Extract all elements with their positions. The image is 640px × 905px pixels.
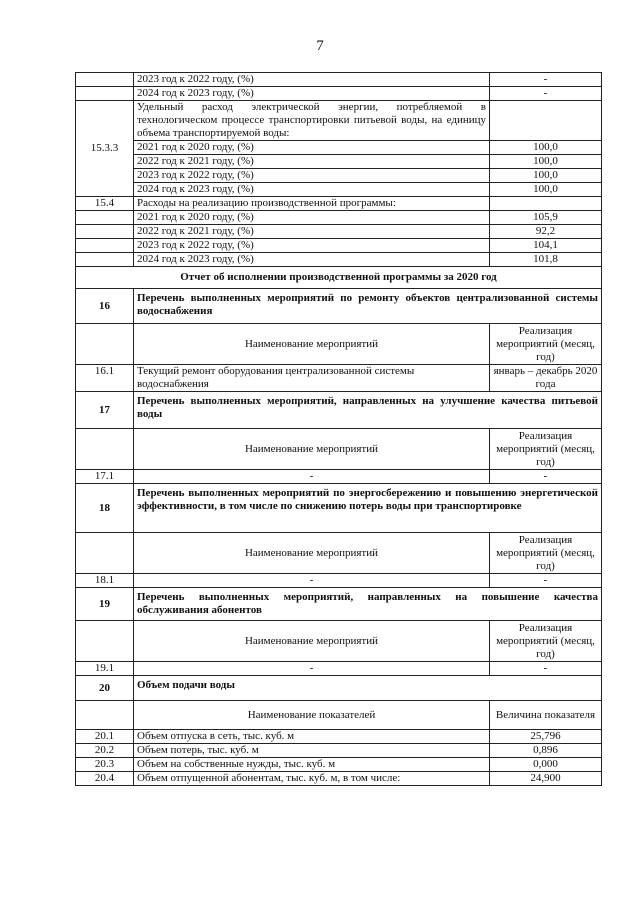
row-number: 20.2 <box>76 744 134 758</box>
item-number: 15.3.3 <box>76 101 134 197</box>
table-row <box>76 470 602 484</box>
section-number: 19 <box>76 588 134 621</box>
row-text: 2024 год к 2023 году, (%) <box>134 87 490 101</box>
column-header-row <box>76 324 602 365</box>
row-text: 2023 год к 2022 году, (%) <box>134 169 490 183</box>
empty-cell <box>76 324 134 365</box>
empty-cell <box>490 197 602 211</box>
row-text: 2021 год к 2020 году, (%) <box>134 211 490 225</box>
empty-cell <box>490 101 602 141</box>
report-title: Отчет об исполнении производственной программы за 2020 год <box>76 267 602 289</box>
row-text: 2024 год к 2023 году, (%) <box>134 253 490 267</box>
column-header-row <box>76 621 602 662</box>
row-number: 19.1 <box>76 662 134 676</box>
column-header-row <box>76 701 602 730</box>
section-header-row <box>76 289 602 324</box>
row-text: - <box>134 574 490 588</box>
item-text: Расходы на реализацию производственной программы: <box>134 197 490 211</box>
row-value: 25,796 <box>490 730 602 744</box>
row-text: Текущий ремонт оборудования централизованной системы водоснабжения <box>134 365 490 392</box>
row-text: - <box>134 470 490 484</box>
empty-cell <box>76 239 134 253</box>
row-text: 2022 год к 2021 году, (%) <box>134 225 490 239</box>
row-number: 16.1 <box>76 365 134 392</box>
row-number: 20.3 <box>76 758 134 772</box>
row-number: 18.1 <box>76 574 134 588</box>
section-header-row <box>76 392 602 429</box>
row-value: 100,0 <box>490 141 602 155</box>
table-row <box>76 239 602 253</box>
section-header-row <box>76 484 602 533</box>
table-row <box>76 183 602 197</box>
table-row <box>76 662 602 676</box>
column-header-name: Наименование мероприятий <box>134 429 490 470</box>
empty-cell <box>76 211 134 225</box>
table-row <box>76 211 602 225</box>
section-number: 20 <box>76 676 134 701</box>
table-row <box>76 730 602 744</box>
table-row <box>76 73 602 87</box>
row-number: 17.1 <box>76 470 134 484</box>
row-text: 2023 год к 2022 году, (%) <box>134 239 490 253</box>
table-row <box>76 574 602 588</box>
empty-cell <box>76 253 134 267</box>
section-header-row <box>76 588 602 621</box>
column-header-realization: Реализация мероприятий (месяц, год) <box>490 533 602 574</box>
empty-cell <box>76 621 134 662</box>
row-text: - <box>134 662 490 676</box>
row-text: Объем потерь, тыс. куб. м <box>134 744 490 758</box>
item-number: 15.4 <box>76 197 134 211</box>
row-text: 2022 год к 2021 году, (%) <box>134 155 490 169</box>
section-title: Перечень выполненных мероприятий по ремонту объектов централизованной системы водоснабжения <box>134 289 602 324</box>
table-row <box>76 155 602 169</box>
section-number: 18 <box>76 484 134 533</box>
section-header-row <box>76 676 602 701</box>
column-header-name: Наименование мероприятий <box>134 621 490 662</box>
row-text: 2021 год к 2020 году, (%) <box>134 141 490 155</box>
row-value: 24,900 <box>490 772 602 786</box>
section-title: Объем подачи воды <box>134 676 602 701</box>
section-number: 16 <box>76 289 134 324</box>
column-header-value: Величина показателя <box>490 701 602 730</box>
table-row <box>76 225 602 239</box>
empty-cell <box>76 533 134 574</box>
section-title: Перечень выполненных мероприятий, направленных на улучшение качества питьевой воды <box>134 392 602 429</box>
row-value: - <box>490 73 602 87</box>
row-value: - <box>490 87 602 101</box>
column-header-name: Наименование показателей <box>134 701 490 730</box>
section-title: Перечень выполненных мероприятий, направленных на повышение качества обслуживания абонентов <box>134 588 602 621</box>
row-value: - <box>490 470 602 484</box>
table-row <box>76 197 602 211</box>
table-row <box>76 772 602 786</box>
column-header-name: Наименование мероприятий <box>134 533 490 574</box>
table-row <box>76 87 602 101</box>
table-row <box>76 253 602 267</box>
row-value: 100,0 <box>490 169 602 183</box>
item-text: Удельный расход электрической энергии, потребляемой в технологическом процессе транспортировки питьевой воды, на единицу объема транспортируемой воды: <box>134 101 490 141</box>
section-number: 17 <box>76 392 134 429</box>
row-number <box>76 87 134 101</box>
column-header-row <box>76 429 602 470</box>
row-number: 20.4 <box>76 772 134 786</box>
column-header-name: Наименование мероприятий <box>134 324 490 365</box>
section-title: Перечень выполненных мероприятий по энергосбережению и повышению энергетической эффективности, в том числе по снижению потерь воды при транспортировке <box>134 484 602 533</box>
row-value: - <box>490 574 602 588</box>
report-title-row <box>76 267 602 289</box>
row-value: - <box>490 662 602 676</box>
row-value: 92,2 <box>490 225 602 239</box>
row-value: 0,000 <box>490 758 602 772</box>
table-row <box>76 101 602 141</box>
row-value: 101,8 <box>490 253 602 267</box>
column-header-realization: Реализация мероприятий (месяц, год) <box>490 324 602 365</box>
empty-cell <box>76 701 134 730</box>
column-header-realization: Реализация мероприятий (месяц, год) <box>490 429 602 470</box>
row-value: 0,896 <box>490 744 602 758</box>
row-value: 100,0 <box>490 183 602 197</box>
table-row <box>76 758 602 772</box>
column-header-realization: Реализация мероприятий (месяц, год) <box>490 621 602 662</box>
row-value: 105,9 <box>490 211 602 225</box>
table-row <box>76 744 602 758</box>
row-number <box>76 73 134 87</box>
row-value: 100,0 <box>490 155 602 169</box>
table-row <box>76 169 602 183</box>
table-row <box>76 141 602 155</box>
column-header-row <box>76 533 602 574</box>
row-text: Объем на собственные нужды, тыс. куб. м <box>134 758 490 772</box>
row-text: 2024 год к 2023 году, (%) <box>134 183 490 197</box>
row-text: 2023 год к 2022 году, (%) <box>134 73 490 87</box>
row-text: Объем отпуска в сеть, тыс. куб. м <box>134 730 490 744</box>
page-number: 7 <box>316 38 324 54</box>
row-text: Объем отпущенной абонентам, тыс. куб. м, в том числе: <box>134 772 490 786</box>
row-value: январь – декабрь 2020 года <box>490 365 602 392</box>
empty-cell <box>76 225 134 239</box>
row-number: 20.1 <box>76 730 134 744</box>
empty-cell <box>76 429 134 470</box>
program-table <box>75 72 602 786</box>
row-value: 104,1 <box>490 239 602 253</box>
table-row <box>76 365 602 392</box>
